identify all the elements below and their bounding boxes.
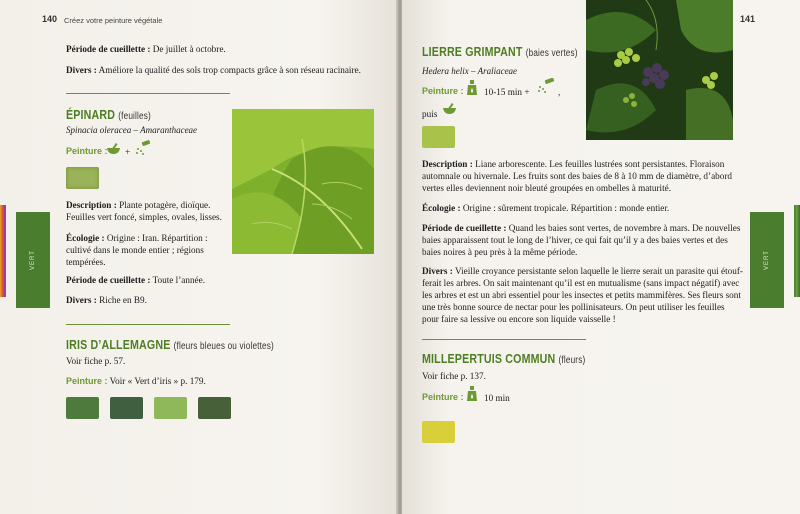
section-tab: VERT xyxy=(750,212,784,308)
paint-line: Peinture : Voir « Vert d’iris » p. 179. xyxy=(66,376,206,386)
voir-fiche: Voir fiche p. 137. xyxy=(422,371,486,381)
entry-title: LIERRE GRIMPANT (baies vertes) xyxy=(422,44,578,59)
color-swatch xyxy=(154,397,187,419)
page-number: 140 xyxy=(42,14,58,24)
divider xyxy=(422,339,586,340)
spinach-photo xyxy=(232,109,374,254)
divers-text: Divers : Riche en B9. xyxy=(66,295,147,305)
ivy-photo xyxy=(586,0,733,140)
divider xyxy=(66,93,230,94)
entry-title: MILLEPERTUIS COMMUN (fleurs) xyxy=(422,351,586,366)
mortar-pestle-icon xyxy=(442,102,458,119)
heat-bottle-icon xyxy=(466,386,478,405)
color-swatch xyxy=(422,126,455,148)
sprinkle-icon xyxy=(134,140,152,159)
ecologie-text: Écologie : Origine : Iran. Répartition : cultivé dans le monde entier ; régions tempérées. xyxy=(66,233,208,267)
latin-name: Spinacia oleracea – Amaranthaceae xyxy=(66,125,198,135)
divers-text: Divers : Améliore la qualité des sols trop compacts grâce à son réseau racinaire. xyxy=(66,65,361,75)
mortar-pestle-icon xyxy=(106,142,122,159)
voir-fiche: Voir fiche p. 57. xyxy=(66,356,126,366)
latin-name: Hedera helix – Araliaceae xyxy=(422,66,518,76)
heat-bottle-icon xyxy=(466,80,478,99)
divers-text: Divers : Vieille croyance persistante selon laquelle le lierre serait un parasite qui étouf- ferait les arbres. On sait maintenant qu’il est en mutualisme (sans impact négatif) avec les arbres et est un abri essentiel pour les insectes et petits mammifères. Ses fleurs sont une très bonne source de nectar pour les pollinisateurs. On peut utiliser les feuilles pour faire sa lessive ou encore son liquide vaisselle ! xyxy=(422,266,743,324)
periode-text: Période de cueillette : Toute l’année. xyxy=(66,275,205,285)
right-page xyxy=(402,0,800,514)
color-swatch xyxy=(110,397,143,419)
plus-sign: + xyxy=(125,147,131,157)
left-page xyxy=(0,0,398,514)
color-swatch xyxy=(66,167,99,189)
color-swatch xyxy=(422,421,455,443)
sprinkle-icon xyxy=(536,78,556,97)
color-swatch xyxy=(198,397,231,419)
paint-time: 10 min xyxy=(484,393,510,403)
color-swatch xyxy=(66,397,99,419)
paint-time: 10-15 min + xyxy=(484,87,530,97)
running-head: Créez votre peinture végétale xyxy=(64,16,163,25)
page-edge-strips xyxy=(794,205,800,297)
puis-text: puis xyxy=(422,109,438,119)
divider xyxy=(66,324,230,325)
ecologie-text: Écologie : Origine : sûrement tropicale. Répartition : monde entier. xyxy=(422,203,670,213)
comma: , xyxy=(558,87,561,97)
description-text: Description : Liane arborescente. Les feuilles lustrées sont persistantes. Floraison automnale ou hivernale. Les fruits sont des baies de 8 à 10 mm de diamètre, d’abord vertes elles deviennent noir bleuté groupées en ombelles à maturité. xyxy=(422,159,732,193)
paint-label: Peinture : xyxy=(422,86,464,96)
entry-title: ÉPINARD (feuilles) xyxy=(66,107,151,122)
periode-text: Période de cueillette : De juillet à octobre. xyxy=(66,44,226,54)
paint-label: Peinture : xyxy=(66,146,108,156)
paint-label: Peinture : xyxy=(422,392,464,402)
description-text: Description : Plante potagère, dioïque. Feuilles vert foncé, simples, ovales, lisses. xyxy=(66,200,222,222)
entry-title: IRIS D’ALLEMAGNE (fleurs bleues ou violettes) xyxy=(66,337,274,352)
page-edge-strips xyxy=(0,205,6,297)
periode-text: Période de cueillette : Quand les baies sont vertes, de novembre à mars. De nouvelles baies apparaissent tout le long de l’hiver, ce qui fait qu’il y a des baies vertes et des baies noires à peu près à la même période. xyxy=(422,223,741,257)
page-number: 141 xyxy=(740,14,756,24)
section-tab: VERT xyxy=(16,212,50,308)
